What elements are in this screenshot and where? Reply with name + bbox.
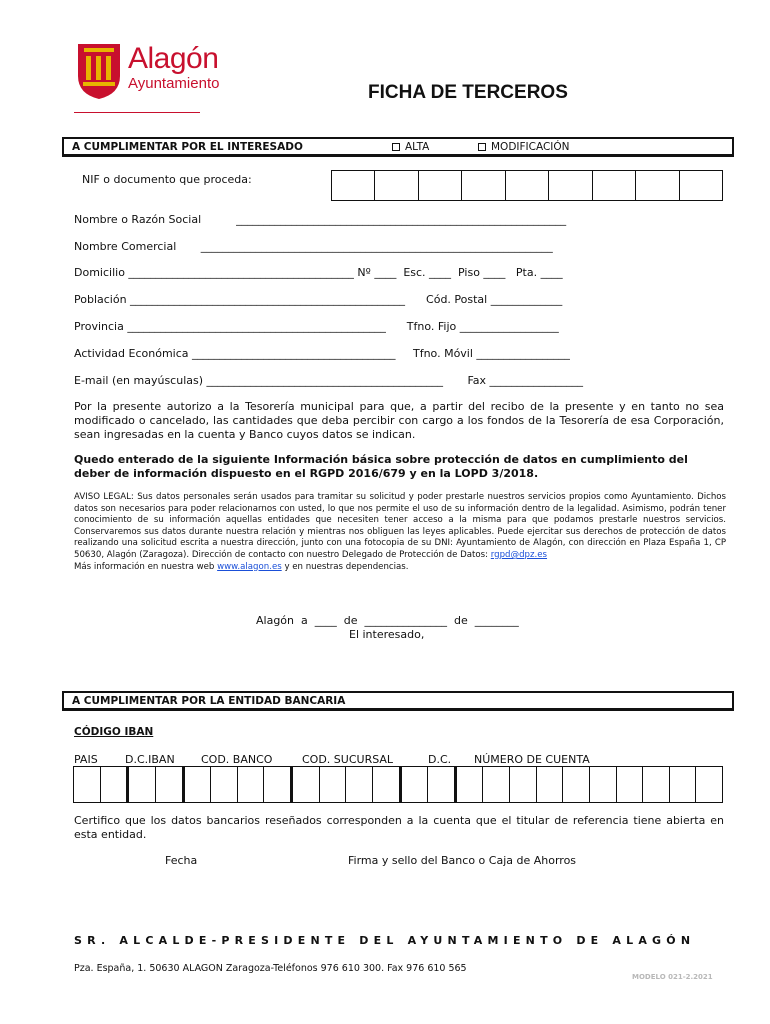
- autorizo-paragraph: Por la presente autorizo a la Tesorería municipal para que, a partir del recibo de la presente y en tanto no sea modificado o cancelado, las cantidades que deba percibir con cargo a los fondos de la Tesorería de esa Corporación, sean ingresadas en la cuenta y Banco cuyos datos se indican.: [74, 400, 724, 441]
- col-banco: COD. BANCO: [201, 753, 273, 766]
- section-banco-label: A CUMPLIMENTAR POR LA ENTIDAD BANCARIA: [72, 695, 346, 707]
- fecha-label: Fecha: [165, 854, 198, 867]
- recipient: SR. ALCALDE-PRESIDENTE DEL AYUNTAMIENTO DE ALAGÓN: [74, 934, 696, 947]
- alta-label: ALTA: [405, 141, 430, 153]
- modificacion-label: MODIFICACIÓN: [491, 141, 570, 153]
- domicilio-field[interactable]: Domicilio _________________________________________ Nº ____ Esc. ____ Piso ____ Pta. ____: [74, 266, 563, 279]
- nombre-field[interactable]: Nombre o Razón Social ____________________________________________________________: [74, 213, 567, 226]
- model-code: MODELO 021-2.2021: [632, 973, 713, 981]
- section-interesado-label: A CUMPLIMENTAR POR EL INTERESADO: [72, 141, 303, 153]
- nif-input-grid[interactable]: [331, 170, 723, 201]
- address: Pza. España, 1. 50630 ALAGON Zaragoza-Teléfonos 976 610 300. Fax 976 610 565: [74, 963, 467, 974]
- modificacion-option[interactable]: [478, 141, 570, 153]
- nif-label: NIF o documento que proceda:: [82, 173, 252, 186]
- section-banco-bar: [62, 691, 734, 711]
- legal-more-text: Más información en nuestra web: [74, 561, 218, 572]
- email-field[interactable]: E-mail (en mayúsculas) ___________________________________________ Fax _________________: [74, 374, 584, 387]
- poblacion-field[interactable]: Población __________________________________________________ Cód. Postal _____________: [74, 293, 563, 306]
- quedo-paragraph: Quedo enterado de la siguiente Información básica sobre protección de datos en cumplimiento del deber de información dispuesto en el RGPD 2016/679 y en la LOPD 3/2018.: [74, 453, 688, 480]
- brand-name: Alagón: [128, 42, 219, 75]
- brand-subtitle: Ayuntamiento: [128, 75, 220, 92]
- certifico-paragraph: Certifico que los datos bancarios reseñados corresponden a la cuenta que el titular de referencia tiene abierta en esta entidad.: [74, 814, 724, 841]
- comercial-field[interactable]: Nombre Comercial ________________________________________________________________: [74, 240, 553, 253]
- brand-divider: [74, 112, 200, 113]
- checkbox-icon[interactable]: [392, 143, 400, 151]
- col-cuenta: NÚMERO DE CUENTA: [474, 753, 590, 766]
- iban-title: CÓDIGO IBAN: [74, 726, 154, 738]
- checkbox-icon[interactable]: [478, 143, 486, 151]
- rgpd-email-link[interactable]: rgpd@dpz.es: [490, 549, 548, 560]
- legal-notice: [74, 492, 726, 573]
- legal-end-text: y en nuestras dependencias.: [281, 561, 409, 572]
- alta-option[interactable]: [392, 141, 429, 153]
- col-dc-iban: D.C.IBAN: [125, 753, 175, 766]
- firma-banco-label: Firma y sello del Banco o Caja de Ahorros: [348, 854, 577, 867]
- provincia-field[interactable]: Provincia _______________________________________________ Tfno. Fijo __________________: [74, 320, 559, 333]
- actividad-field[interactable]: Actividad Económica _____________________________________ Tfno. Móvil _________________: [74, 347, 570, 360]
- col-sucursal: COD. SUCURSAL: [302, 753, 394, 766]
- col-pais: PAIS: [74, 753, 98, 766]
- firma-place-date[interactable]: Alagón a ____ de _______________ de ________: [256, 614, 519, 627]
- col-dc: D.C.: [428, 753, 452, 766]
- iban-input-grid[interactable]: [73, 766, 723, 803]
- brand: [128, 42, 219, 91]
- firma-interesado: El interesado,: [349, 628, 425, 641]
- page-title: FICHA DE TERCEROS: [368, 82, 568, 103]
- coat-of-arms-icon: [74, 42, 124, 100]
- section-interesado-bar: [62, 137, 734, 157]
- legal-main-text: AVISO LEGAL: Sus datos personales serán usados para tramitar su solicitud y poder prestarle nuestros servicios propios como Ayuntamiento. Dichos datos son necesarios para poder relacionarnos con usted, lo que nos permite el uso de su información dentro de la legalidad. Asimismo, podrán tener conocimiento de su información aquellas entidades que necesiten tener acceso a la misma para que podamos prestarle nuestros servicios. Conservaremos sus datos durante nuestra relación y mientras nos obliguen las leyes aplicables. Puede ejercitar sus derechos de protección de datos realizando una solicitud escrita a nuestra dirección, junto con una fotocopia de su DNI: Ayuntamiento de Alagón, con dirección en Plaza España 1, CP 50630, Alagón (Zaragoza). Dirección de contacto con nuestro Delegado de Protección de Datos:: [74, 492, 726, 560]
- web-link[interactable]: www.alagon.es: [217, 561, 282, 572]
